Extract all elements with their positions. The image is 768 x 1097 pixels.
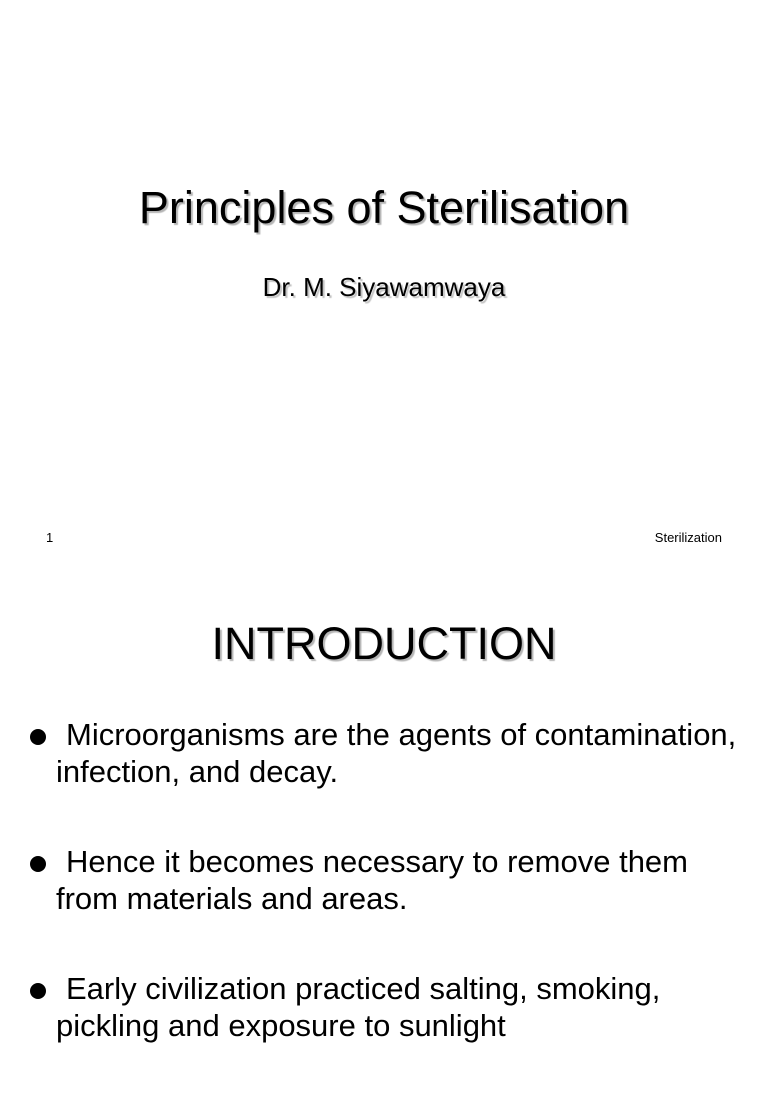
slide-subtitle: Dr. M. Siyawamwaya [262,272,506,302]
bullet-text: Microorganisms are the agents of contamination, infection, and decay. [56,717,737,789]
slide-title: Principles of Sterilisation [138,182,630,233]
bullet-dot-icon [30,729,46,745]
slide-2 [0,560,768,1043]
bullet-dot-icon [30,983,46,999]
slide-footer-label: Sterilization [654,530,722,545]
bullet-dot-icon [30,856,46,872]
bullet-item [0,970,768,1044]
bullet-item [0,716,768,790]
bullet-text: Early civilization practiced salting, smoking, pickling and exposure to sunlight [56,971,661,1043]
slide-heading: INTRODUCTION [211,618,557,669]
bullet-text: Hence it becomes necessary to remove them from materials and areas. [56,844,688,916]
bullet-list [0,716,768,1097]
slide-page-number: 1 [46,530,54,545]
bullet-item [0,843,768,917]
